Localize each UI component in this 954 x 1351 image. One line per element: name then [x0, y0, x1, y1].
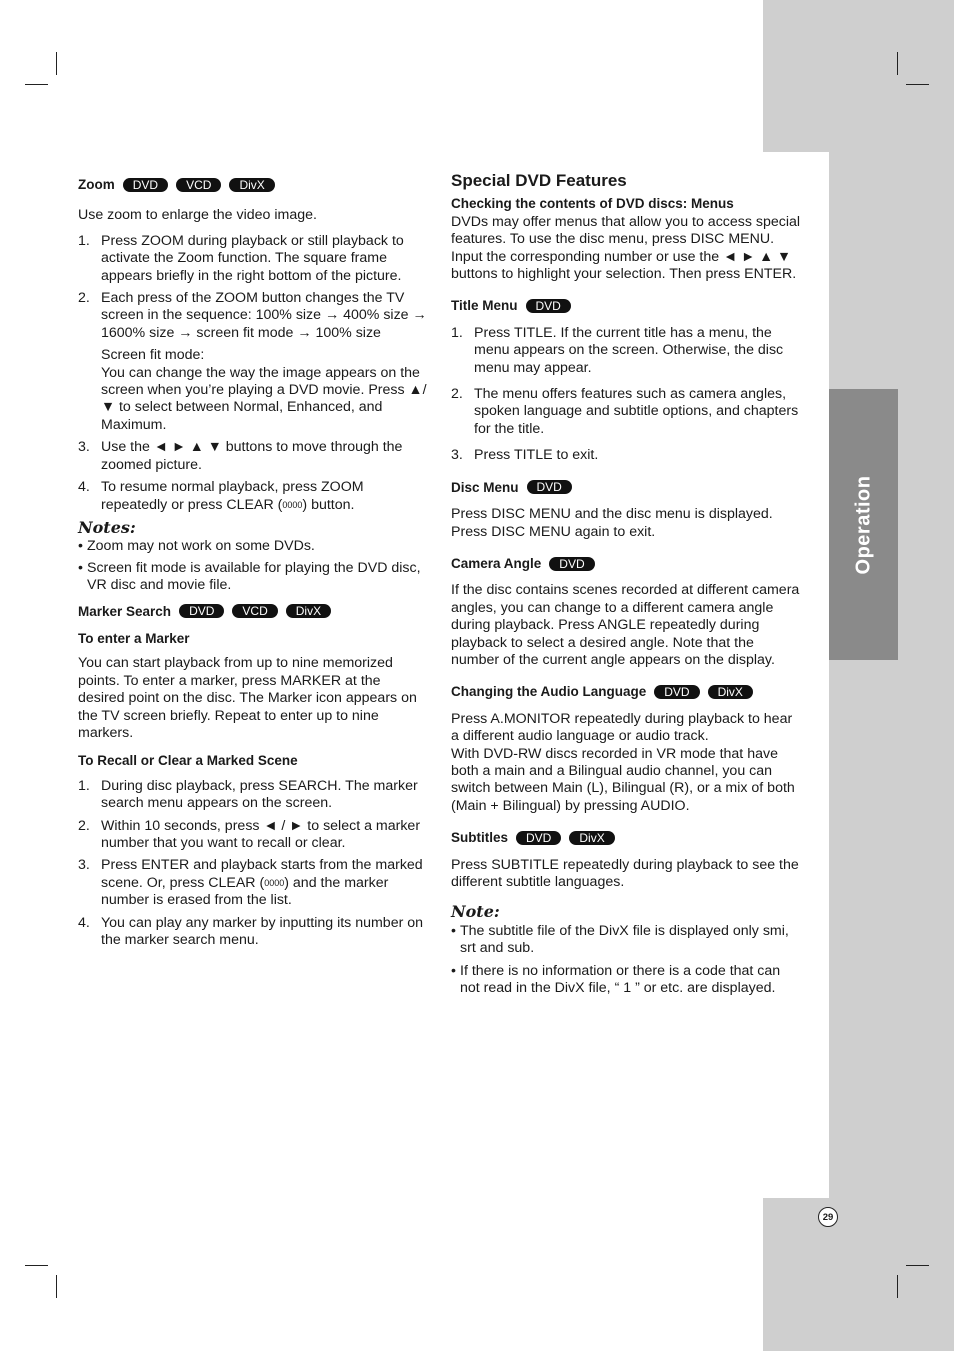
- camera-angle-heading: [451, 555, 803, 572]
- step-text: You can play any marker by inputting its number on the marker search menu.: [101, 914, 424, 949]
- crop-mark: [906, 1265, 929, 1266]
- disc-menu-heading-text: Disc Menu: [451, 479, 519, 495]
- crop-mark: [906, 84, 929, 85]
- marker-steps: [78, 778, 430, 950]
- page-number: 29: [818, 1207, 838, 1227]
- side-band-bottom: [763, 1198, 954, 1351]
- disc-menu-text: Press DISC MENU and the disc menu is displayed. Press DISC MENU again to exit.: [451, 506, 773, 540]
- step-text: During disc playback, press SEARCH. The marker search menu appears on the screen.: [101, 777, 418, 812]
- step-text: The menu offers features such as camera angles, spoken language and subtitle options, and chapters for the title.: [474, 386, 799, 437]
- subtitles-heading-text: Subtitles: [451, 830, 509, 846]
- crop-mark: [897, 1275, 898, 1298]
- step-number: 4.: [78, 914, 90, 931]
- list-item: [451, 447, 803, 464]
- list-item: [451, 325, 803, 377]
- bullet: •: [78, 559, 83, 576]
- step-text-pre: Press ENTER and playback starts from the marked scene. Or, press CLEAR (: [101, 857, 423, 891]
- bullet: •: [451, 922, 456, 939]
- disc-menu-heading: [451, 479, 803, 496]
- camera-angle-heading-text: Camera Angle: [451, 555, 542, 571]
- step-text: Press TITLE. If the current title has a menu, the menu appears on the screen. Otherwise, the disc menu may appear.: [474, 324, 784, 376]
- badge-dvd: DVD: [123, 178, 168, 192]
- notes-title: Notes:: [78, 517, 136, 537]
- screen-fit-title: Screen fit mode:: [101, 347, 205, 364]
- enter-marker-title: To enter a Marker: [78, 630, 190, 646]
- step-text: Press ZOOM during playback or still playback to activate the Zoom function. The square frame appears briefly in the right bottom of the picture.: [101, 232, 404, 284]
- list-item: [451, 923, 803, 958]
- badge-divx: DivX: [229, 178, 274, 192]
- badge-dvd: DVD: [654, 685, 699, 699]
- list-item: [78, 479, 430, 514]
- note-text: Zoom may not work on some DVDs.: [87, 538, 315, 555]
- badge-dvd: DVD: [527, 480, 572, 494]
- step-text: Press TITLE to exit.: [474, 447, 599, 464]
- audio-language-heading: [451, 683, 803, 700]
- marker-search-heading-text: Marker Search: [78, 603, 172, 619]
- step-number: 3.: [451, 447, 463, 464]
- audio-language-heading-text: Changing the Audio Language: [451, 684, 647, 700]
- badge-dvd: DVD: [526, 299, 571, 313]
- list-item: [78, 233, 430, 285]
- notes-list: [78, 538, 430, 594]
- step-text: Use the ◄ ► ▲ ▼ buttons to move through the zoomed picture.: [101, 439, 403, 473]
- note-text: The subtitle file of the DivX file is displayed only smi, srt and sub.: [460, 922, 789, 957]
- step-number: 3.: [78, 439, 90, 456]
- zoom-steps: [78, 233, 430, 514]
- subtitles-text: Press SUBTITLE repeatedly during playback to see the different subtitle languages.: [451, 856, 799, 890]
- step-number: 1.: [451, 324, 463, 341]
- step-number: 2.: [78, 290, 90, 307]
- note-list: [451, 923, 803, 998]
- step-text-pre: To resume normal playback, press ZOOM repeatedly or press CLEAR (: [101, 479, 364, 513]
- checking-title: Checking the contents of DVD discs: Menus: [451, 196, 734, 212]
- enter-marker-text: You can start playback from up to nine memorized points. To enter a marker, press MARKER at the desired point on the disc. The Marker icon appears on the TV screen briefly. Repeat to enter up to nine markers.: [78, 655, 417, 741]
- note-title: Note:: [451, 902, 500, 922]
- badge-vcd: VCD: [176, 178, 221, 192]
- clear-button-glyph: 0000: [282, 499, 303, 510]
- zoom-heading-text: Zoom: [78, 177, 115, 192]
- step-text: [101, 479, 430, 514]
- crop-mark: [25, 84, 48, 85]
- bullet: •: [78, 538, 83, 555]
- step-text: [101, 290, 430, 434]
- marker-search-heading: [78, 603, 430, 620]
- step-text-body: Each press of the ZOOM button changes the TV screen in the sequence: 100% size → 400% size → 1600% size → screen fit mode → 100% size: [101, 290, 427, 341]
- bullet: •: [451, 962, 456, 979]
- title-menu-heading: [451, 297, 803, 314]
- list-item: [78, 439, 430, 474]
- step-number: 1.: [78, 777, 90, 794]
- left-column: [78, 176, 430, 954]
- step-number: 2.: [451, 386, 463, 403]
- badge-divx: DivX: [708, 685, 753, 699]
- list-item: [78, 857, 430, 909]
- step-number: 4.: [78, 479, 90, 496]
- step-text: Within 10 seconds, press ◄ / ► to select a marker number that you want to recall or clear.: [101, 817, 421, 851]
- section-tab-label: Operation: [852, 475, 875, 575]
- step-text-post: ) and the marker number is erased from the list.: [101, 874, 389, 909]
- screen-fit-text: You can change the way the image appears on the screen when you’re playing a DVD movie. Press ▲/▼ to select between Normal, Enhanced, and Maximum.: [101, 364, 427, 433]
- note-text: Screen fit mode is available for playing the DVD disc, VR disc and movie file.: [87, 559, 421, 594]
- title-menu-steps: [451, 325, 803, 465]
- right-column: [451, 172, 803, 1001]
- badge-dvd: DVD: [549, 557, 594, 571]
- step-number: 1.: [78, 232, 90, 249]
- list-item: [78, 818, 430, 853]
- list-item: [451, 963, 803, 998]
- list-item: [78, 538, 430, 555]
- badge-divx: DivX: [569, 831, 614, 845]
- badge-dvd: DVD: [179, 604, 224, 618]
- crop-mark: [897, 52, 898, 75]
- subtitles-heading: [451, 829, 803, 846]
- audio-language-text-1: Press A.MONITOR repeatedly during playback to hear a different audio language or audio track.: [451, 710, 793, 745]
- camera-angle-text: If the disc contains scenes recorded at different camera angles, you can change to a different camera angle during playback. Press ANGLE repeatedly during playback to select a desired angle. Note that the number of the current angle appears on the display.: [451, 582, 800, 668]
- zoom-heading: [78, 176, 430, 193]
- note-text: If there is no information or there is a code that can not read in the DivX file, “ 1 ” or etc. are displayed.: [460, 962, 781, 997]
- badge-vcd: VCD: [232, 604, 277, 618]
- audio-language-text-2: With DVD-RW discs recorded in VR mode that have both a main and a Bilingual audio channel, you can switch between Main (L), Bilingual (R), or a mix of both (Main + Bilingual) by pressing AUDIO.: [451, 745, 795, 814]
- checking-text: DVDs may offer menus that allow you to access special features. To use the disc menu, press DISC MENU. Input the corresponding number or use the ◄ ► ▲ ▼ buttons to highlight your selection. Then press ENTER.: [451, 213, 801, 283]
- title-menu-heading-text: Title Menu: [451, 298, 518, 314]
- clear-button-glyph: 0000: [264, 877, 285, 888]
- step-text: [101, 857, 430, 909]
- side-band-middle: [829, 152, 954, 1198]
- badge-dvd: DVD: [516, 831, 561, 845]
- step-number: 2.: [78, 817, 90, 834]
- crop-mark: [56, 52, 57, 75]
- list-item: [78, 778, 430, 813]
- badge-divx: DivX: [286, 604, 331, 618]
- crop-mark: [25, 1265, 48, 1266]
- side-band-top: [763, 0, 954, 152]
- list-item: [78, 560, 430, 595]
- list-item: [451, 386, 803, 438]
- zoom-intro: Use zoom to enlarge the video image.: [78, 207, 317, 224]
- step-text-post: ) button.: [302, 496, 355, 513]
- crop-mark: [56, 1275, 57, 1298]
- list-item: [78, 915, 430, 950]
- section-title: Special DVD Features: [451, 171, 627, 190]
- recall-marker-title: To Recall or Clear a Marked Scene: [78, 753, 298, 769]
- list-item: [78, 290, 430, 434]
- step-number: 3.: [78, 857, 90, 874]
